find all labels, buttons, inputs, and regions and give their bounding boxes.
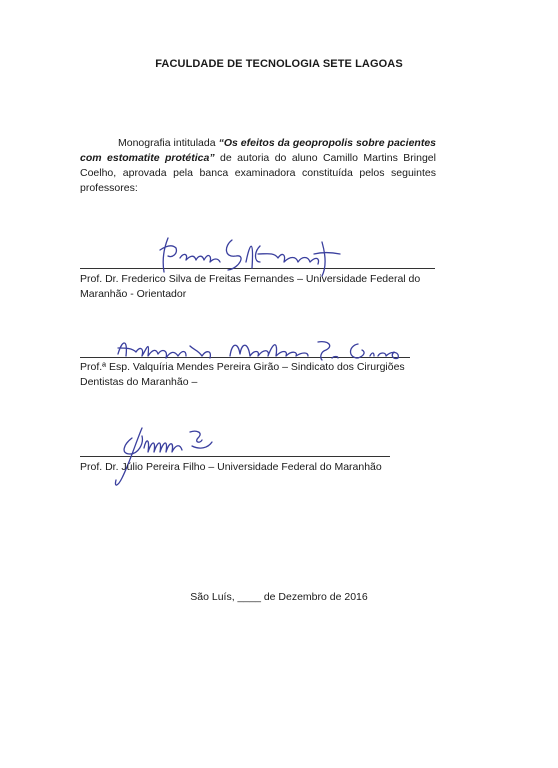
handwritten-signature-1 xyxy=(150,228,350,278)
examiner-1-line1: Prof. Dr. Frederico Silva de Freitas Fernandes – Universidade Federal do xyxy=(80,273,421,285)
monograph-title: “Os efeitos da geopropolis sobre pacientes com estomatite protética” xyxy=(80,137,436,164)
signature-line-3 xyxy=(80,456,390,457)
examiner-3 xyxy=(80,460,382,475)
examiner-2 xyxy=(80,360,405,390)
examiner-2-line2: Dentistas do Maranhão – xyxy=(80,376,198,388)
examiner-3-line1: Prof. Dr. Júlio Pereira Filho – Universidade Federal do Maranhão xyxy=(80,461,382,473)
examiner-1 xyxy=(80,272,420,302)
signature-line-2 xyxy=(80,357,410,358)
place-and-date: São Luís, ____ de Dezembro de 2016 xyxy=(190,591,368,603)
approval-statement xyxy=(80,136,436,196)
approval-rest: de autoria do aluno Camillo Martins Bringel Coelho, aprovada pela banca examinadora constituída pelos seguintes professores: xyxy=(80,152,436,194)
institution-heading: FACULDADE DE TECNOLOGIA SETE LAGOAS xyxy=(155,58,403,70)
examiner-2-line1: Prof.ª Esp. Valquíria Mendes Pereira Girão – Sindicato dos Cirurgiões xyxy=(80,361,405,373)
handwritten-signature-3 xyxy=(108,422,218,492)
examiner-1-line2: Maranhão - Orientador xyxy=(80,288,187,300)
signature-line-1 xyxy=(80,268,435,269)
approval-intro: Monografia intitulada xyxy=(118,137,219,149)
